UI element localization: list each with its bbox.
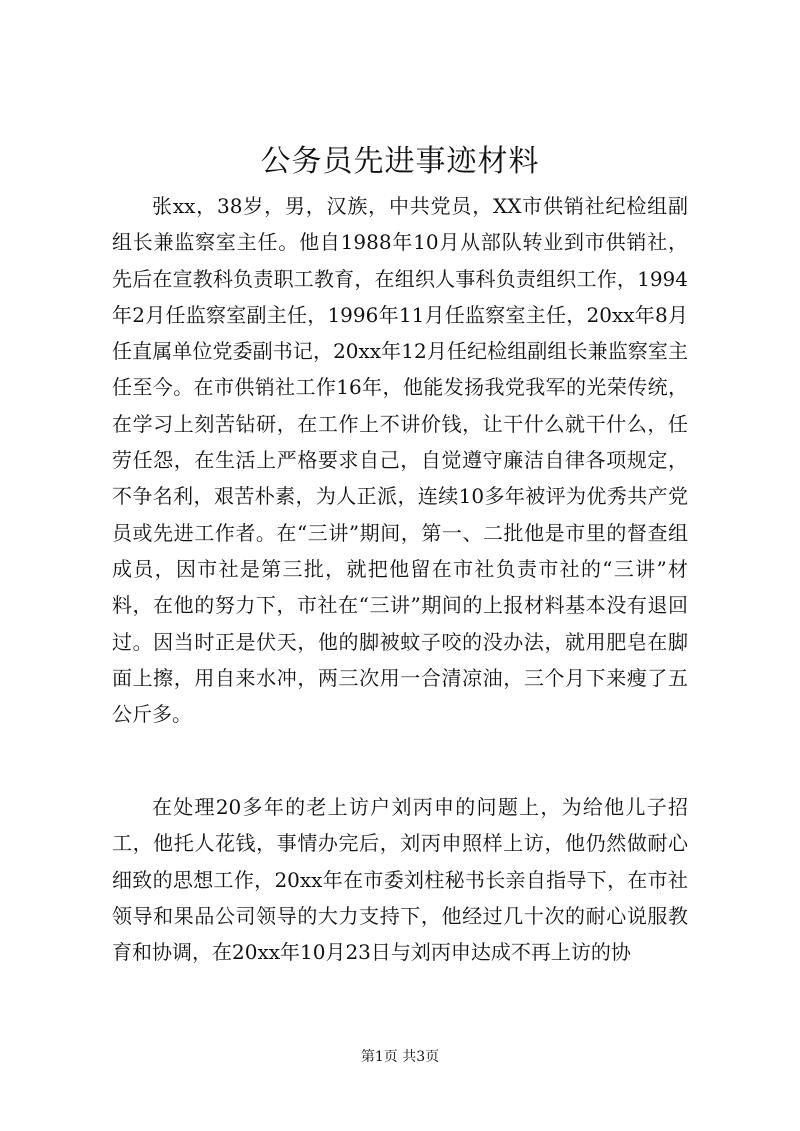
page-title: 公务员先进事迹材料: [260, 144, 540, 179]
body-paragraph-1: 张xx，38岁，男，汉族，中共党员，XX市供销社纪检组副组长兼监察室主任。他自1988年10月从部队转业到市供销社，先后在宣教科负责职工教育，在组织人事科负责组织工作，1994年2月任监察室副主任，1996年11月任监察室主任，20xx年8月任直属单位党委副书记，20xx年12月任纪检组副组长兼监察室主任至今。在市供销社工作16年，他能发扬我党我军的光荣传统，在学习上刻苦钻研，在工作上不讲价钱，让干什么就干什么，任劳任怨，在生活上严格要求自己，自觉遵守廉洁自律各项规定，不争名利，艰苦朴素，为人正派，连续10多年被评为优秀共产党员或先进工作者。在“三讲”期间，第一、二批他是市里的督查组成员，因市社是第三批，就把他留在市社负责市社的“三讲”材料，在他的努力下，市社在“三讲”期间的上报材料基本没有退回过。因当时正是伏天，他的脚被蚊子咬的没办法，就用肥皂在脚面上擦，用自来水冲，两三次用一合清凉油，三个月下来瘦了五公斤多。: [112, 194, 688, 727]
page-footer: 第1页 共3页: [360, 1049, 440, 1065]
body-paragraph-2: 在处理20多年的老上访户刘丙申的问题上，为给他儿子招工，他托人花钱，事情办完后，刘丙申照样上访，他仍然做耐心细致的思想工作，20xx年在市委刘柱秘书长亲自指导下，在市社领导和果品公司领导的大力支持下，他经过几十次的耐心说服教育和协调，在20xx年10月23日与刘丙申达成不再上访的协: [112, 795, 688, 965]
